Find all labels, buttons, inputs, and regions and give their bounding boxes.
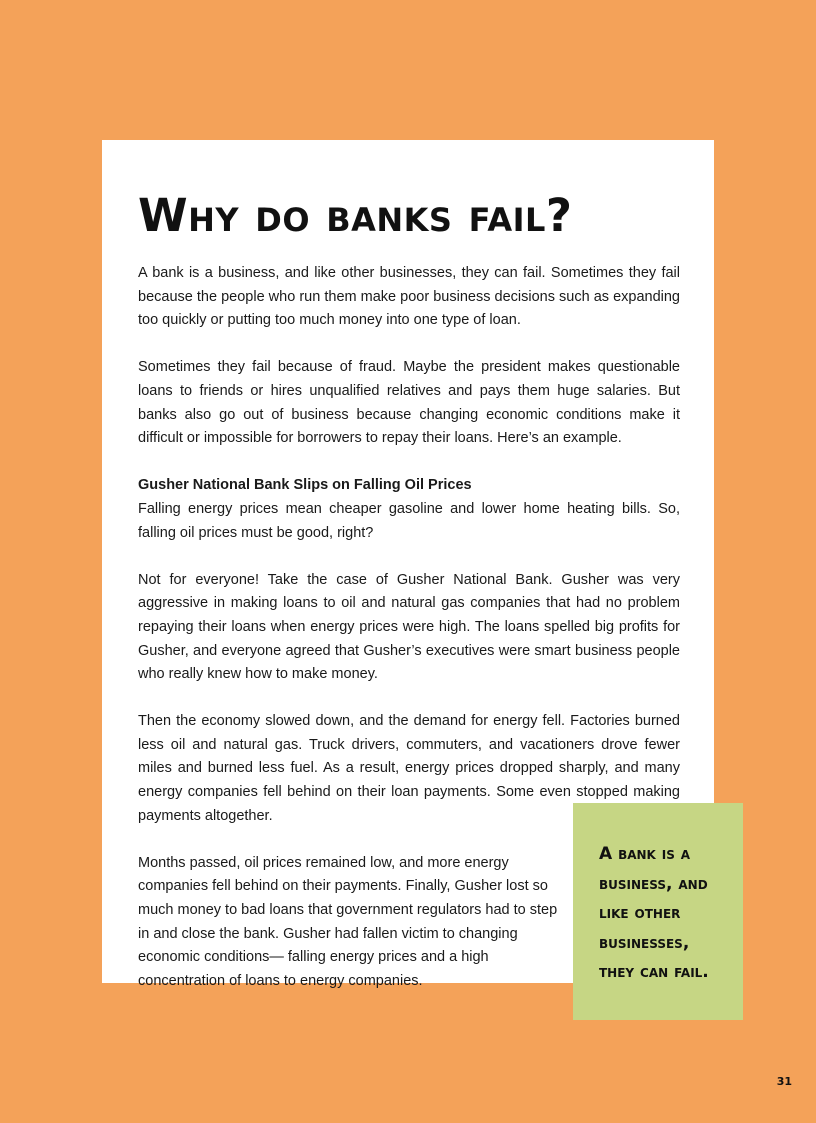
section-subheading: Gusher National Bank Slips on Falling Oil Prices bbox=[138, 477, 472, 494]
paragraph-gusher-case: Not for everyone! Take the case of Gusher National Bank. Gusher was very aggressive in making loans to oil and natural gas companies that had no problem repaying their loans when energy prices were high. The loans spelled big profits for Gusher, and everyone agreed that Gusher’s executives were smart business people who really knew how to make money. bbox=[138, 571, 680, 683]
paragraph-bank-closure: Months passed, oil prices remained low, and more energy companies fell behind on their payments. Finally, Gusher lost so much money to bad loans that government regulators had to step in and close the bank. Gusher had fallen victim to changing economic conditions— falling energy prices and a high concentration of loans to energy companies. bbox=[138, 854, 558, 989]
paragraph-energy-prices: Falling energy prices mean cheaper gasoline and lower home heating bills. So, falling oil prices must be good, right? bbox=[138, 500, 680, 541]
pull-quote-text: A bank is a business, and like other businesses, they can fail. bbox=[599, 844, 709, 982]
paragraph-intro: A bank is a business, and like other businesses, they can fail. Sometimes they fail because the people who run them make poor business decisions such as expanding too quickly or putting too much money into one type of loan. bbox=[138, 265, 680, 329]
paragraph-economy-slowdown: Then the economy slowed down, and the demand for energy fell. Factories burned less oil and natural gas. Truck drivers, commuters, and vacationers drove fewer miles and burned less fuel. As a result, energy prices dropped sharply, and many energy companies fell behind on their loan payments. Some even stopped making payments altogether. bbox=[138, 713, 680, 824]
page-title: Why do banks fail? bbox=[138, 189, 573, 242]
paragraph-fraud: Sometimes they fail because of fraud. Maybe the president makes questionable loans to friends or hires unqualified relatives and pays them huge salaries. But banks also go out of business because changing economic conditions make it difficult or impossible for borrowers to repay their loans. Here’s an example. bbox=[138, 359, 680, 447]
page-number: 31 bbox=[776, 1075, 792, 1088]
